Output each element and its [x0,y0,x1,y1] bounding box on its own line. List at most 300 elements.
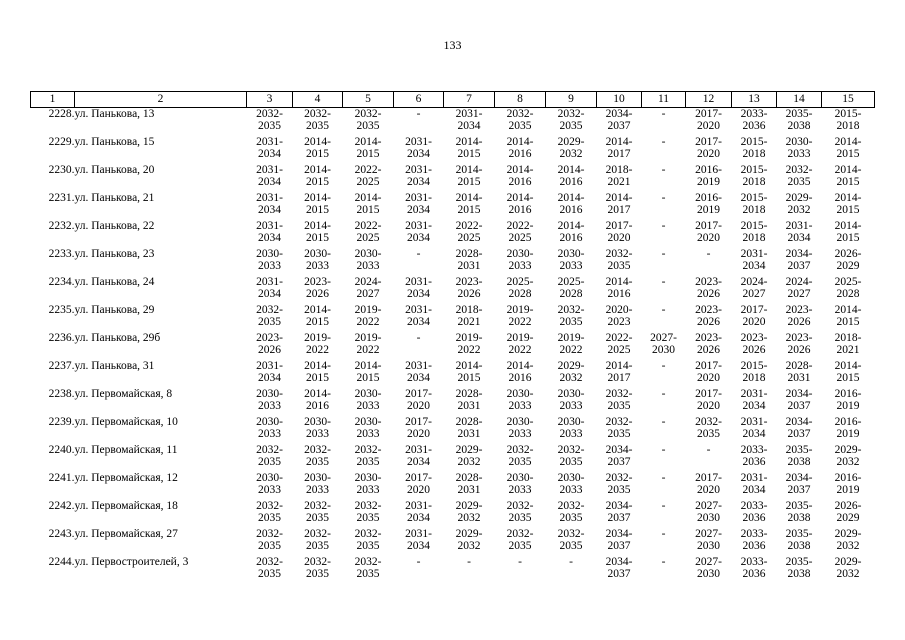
period-line: 2029- [455,500,483,512]
column-number-header [31,92,875,108]
period-line: 2022 [457,344,481,356]
period-cell [686,332,732,360]
period-cell [686,304,732,332]
period-line: 2035 [306,512,329,524]
period-line: 2016- [834,388,862,400]
period-line: 2032- [256,108,283,120]
period-cell [495,416,546,444]
period-line: 2033 [258,428,281,440]
period-cell [686,108,732,137]
period-line: 2016 [508,372,532,384]
column-header: 3 [247,92,293,108]
table-row [31,192,875,220]
period-line: 2035 [306,568,329,580]
period-cell [293,472,343,500]
period-line: 2032- [304,108,331,120]
period-cell [822,192,875,220]
period-cell [686,164,732,192]
period-cell [444,388,495,416]
period-line: 2028 [508,288,532,300]
period-cell [293,248,343,276]
period-line: 2020 [697,400,720,412]
period-line: 2016 [306,400,329,412]
period-cell [247,304,293,332]
period-line: 2020 [697,372,720,384]
period-line: 2030- [256,388,283,400]
period-line: - [518,556,522,568]
period-cell [686,192,732,220]
period-cell [686,360,732,388]
period-cell [444,276,495,304]
period-line: 2014- [354,360,382,372]
period-line: 2032- [605,388,633,400]
period-cell [642,360,686,388]
period-line: 2028- [785,360,813,372]
period-line: 2032- [557,500,585,512]
table-row [31,388,875,416]
period-line: 2015 [457,176,481,188]
period-cell [394,360,444,388]
period-line: 2022 [356,316,380,328]
period-cell [293,304,343,332]
row-number: 2235. [48,304,75,316]
period-cell [394,276,444,304]
period-cell [546,276,597,304]
period-cell [642,500,686,528]
period-line: 2030- [506,388,534,400]
period-line: 2031 [457,260,481,272]
period-line: 2037 [607,512,631,524]
period-line: 2028 [836,288,860,300]
period-line: 2032- [256,528,283,540]
row-number: 2231. [48,192,75,204]
schedule-table [30,91,875,584]
period-cell [777,388,822,416]
period-line: 2023- [455,276,483,288]
period-line: 2026 [697,288,720,300]
period-line: 2024- [740,276,768,288]
period-line: 2018 [742,204,766,216]
period-line: 2019- [506,304,534,316]
period-line: 2030 [697,540,720,552]
period-line: 2033 [258,260,281,272]
period-line: 2014- [455,136,483,148]
period-line: 2035 [356,120,380,132]
table-row [31,528,875,556]
period-line: 2036 [742,120,766,132]
period-cell [822,276,875,304]
period-line: 2031- [256,136,283,148]
period-line: 2035 [356,540,380,552]
period-line: 2038 [787,512,811,524]
period-cell [822,304,875,332]
address-cell: ул. Панькова, 29 [74,304,155,316]
period-cell [343,444,394,472]
period-cell [247,164,293,192]
period-line: 2033 [787,148,811,160]
period-line: 2038 [787,120,811,132]
period-cell [597,416,642,444]
period-cell [495,304,546,332]
period-cell [686,276,732,304]
period-line: 2035 [258,568,281,580]
period-cell [343,108,394,137]
period-line: 2018 [742,148,766,160]
period-cell [732,304,777,332]
period-line: 2018 [742,372,766,384]
period-line: 2032- [354,444,382,456]
period-cell [777,416,822,444]
period-line: 2034- [605,528,633,540]
period-line: 2019 [836,484,860,496]
period-cell [777,472,822,500]
period-line: 2015 [836,232,860,244]
period-cell [822,556,875,584]
period-line: 2034 [407,148,430,160]
period-line: 2028 [559,288,583,300]
period-cell [293,276,343,304]
period-line: 2036 [742,456,766,468]
period-cell [822,388,875,416]
period-line: 2020 [607,232,631,244]
period-cell [247,556,293,584]
period-line: 2030- [256,416,283,428]
period-line: - [416,556,421,568]
period-cell [642,108,686,137]
period-cell [732,500,777,528]
period-line: 2033 [356,400,380,412]
period-line: 2015 [306,204,329,216]
period-cell [343,332,394,360]
period-line: 2034 [258,288,281,300]
period-line: 2031 [457,400,481,412]
period-line: 2014- [605,360,633,372]
period-line: 2014- [455,360,483,372]
address-cell: ул. Панькова, 31 [74,360,155,372]
period-cell [732,416,777,444]
period-cell [495,332,546,360]
period-cell [444,416,495,444]
period-line: 2032 [836,540,860,552]
period-line: - [661,416,666,428]
period-line: 2017 [607,204,631,216]
period-line: 2029- [455,528,483,540]
period-cell [444,304,495,332]
period-cell [546,220,597,248]
period-line: 2034 [258,148,281,160]
period-line: - [706,444,711,456]
period-line: 2034 [742,260,766,272]
period-line: - [661,108,666,120]
period-line: 2022 [559,344,583,356]
period-line: 2035- [785,500,813,512]
period-cell [686,500,732,528]
period-line: 2032- [304,444,331,456]
period-line: 2028- [455,416,483,428]
period-line: 2035 [258,120,281,132]
period-line: - [416,108,421,120]
period-cell [777,304,822,332]
period-line: 2031- [405,276,432,288]
period-line: 2014- [506,164,534,176]
period-cell [597,332,642,360]
period-line: - [661,360,666,372]
period-line: 2019- [506,332,534,344]
period-cell [732,332,777,360]
period-line: 2017 [607,148,631,160]
period-line: 2014- [304,164,331,176]
period-line: 2014- [834,360,862,372]
period-line: 2022- [605,332,633,344]
table-row [31,360,875,388]
period-line: 2025 [508,232,532,244]
period-line: 2035 [559,316,583,328]
period-line: 2032- [785,164,813,176]
period-line: 2014- [557,164,585,176]
row-number: 2238. [48,388,75,400]
period-line: 2022 [356,344,380,356]
period-line: 2022- [455,220,483,232]
period-line: 2026 [787,344,811,356]
period-line: 2031- [785,220,813,232]
period-cell [546,472,597,500]
period-line: 2018- [605,164,633,176]
period-cell [293,108,343,137]
period-cell [777,136,822,164]
period-cell [642,444,686,472]
period-line: 2033 [356,484,380,496]
period-line: 2015- [740,136,768,148]
period-line: - [661,528,666,540]
column-header: 8 [495,92,546,108]
period-cell [495,528,546,556]
column-header: 1 [31,92,75,108]
period-cell [495,248,546,276]
period-line: 2014- [506,136,534,148]
period-cell [495,444,546,472]
period-cell [546,332,597,360]
period-line: 2018- [455,304,483,316]
period-line: 2025- [557,276,585,288]
period-line: 2035 [607,400,631,412]
period-cell [546,556,597,584]
period-line: 2033- [740,556,768,568]
row-number: 2237. [48,360,75,372]
period-cell [293,164,343,192]
period-cell [597,220,642,248]
period-cell [777,500,822,528]
period-cell [822,108,875,137]
period-line: 2027 [787,288,811,300]
period-line: - [661,276,666,288]
period-line: 2034 [407,232,430,244]
period-cell [343,360,394,388]
period-line: 2032 [787,204,811,216]
period-cell [777,444,822,472]
period-line: 2016- [695,164,722,176]
period-line: 2034 [258,204,281,216]
period-line: 2015 [356,372,380,384]
period-line: 2035- [785,556,813,568]
period-line: 2030- [557,388,585,400]
period-cell [642,472,686,500]
period-line: 2029- [834,528,862,540]
period-line: 2034 [457,120,481,132]
period-line: 2025- [834,276,862,288]
period-line: 2037 [787,260,811,272]
column-header: 7 [444,92,495,108]
period-line: 2031- [405,192,432,204]
period-line: 2029- [557,136,585,148]
period-line: 2030- [304,416,331,428]
period-line: 2017- [405,472,432,484]
period-cell [686,248,732,276]
period-cell [642,136,686,164]
period-cell [546,416,597,444]
column-header: 9 [546,92,597,108]
period-line: 2033 [356,428,380,440]
period-line: 2023- [785,332,813,344]
period-line: 2032- [506,108,534,120]
period-cell [642,304,686,332]
period-cell [732,136,777,164]
period-line: 2032- [354,528,382,540]
period-line: 2016 [559,232,583,244]
period-line: 2037 [607,120,631,132]
period-line: 2034 [258,232,281,244]
period-cell [394,192,444,220]
period-line: 2014- [354,192,382,204]
period-cell [597,556,642,584]
period-line: 2025 [356,176,380,188]
period-line: 2033 [306,260,329,272]
period-line: 2023 [607,316,631,328]
period-line: 2017- [695,472,722,484]
period-line: 2014- [304,304,331,316]
table-row [31,500,875,528]
period-cell [686,528,732,556]
period-line: 2031- [405,444,432,456]
period-cell [597,164,642,192]
period-line: 2015 [836,148,860,160]
period-line: 2031- [256,220,283,232]
period-cell [777,192,822,220]
period-cell [247,192,293,220]
period-cell [546,108,597,137]
period-cell [343,164,394,192]
period-line: 2032 [836,456,860,468]
period-cell [777,276,822,304]
period-line: 2025 [356,232,380,244]
period-cell [642,192,686,220]
period-line: 2030- [304,248,331,260]
period-line: 2015 [356,148,380,160]
period-line: 2033 [559,400,583,412]
period-cell [247,472,293,500]
period-cell [444,108,495,137]
row-number: 2234. [48,276,75,288]
period-line: 2026 [787,316,811,328]
period-cell [444,528,495,556]
period-line: 2014- [455,192,483,204]
period-cell [495,108,546,137]
address-cell: ул. Панькова, 24 [74,276,155,288]
period-cell [822,136,875,164]
address-cell: ул. Первомайская, 11 [74,444,178,456]
period-line: 2035 [607,484,631,496]
period-line: 2015- [740,192,768,204]
period-line: 2028- [455,248,483,260]
period-line: 2015 [356,204,380,216]
period-cell [495,220,546,248]
period-cell [343,556,394,584]
column-header: 12 [686,92,732,108]
period-line: 2034 [407,204,430,216]
period-cell [247,332,293,360]
period-line: 2030- [557,472,585,484]
period-cell [343,248,394,276]
period-cell [597,108,642,137]
period-line: 2022 [508,344,532,356]
period-line: 2033 [306,484,329,496]
period-cell [597,472,642,500]
period-line: 2014- [834,136,862,148]
column-header: 13 [732,92,777,108]
period-line: 2032 [559,372,583,384]
period-line: 2030 [697,512,720,524]
period-line: 2035 [258,456,281,468]
period-cell [732,164,777,192]
period-cell [546,248,597,276]
period-line: 2014- [834,164,862,176]
period-line: 2026- [834,248,862,260]
period-line: 2032- [354,556,382,568]
period-line: 2034- [785,472,813,484]
period-line: 2034- [605,556,633,568]
address-cell: ул. Первомайская, 10 [74,416,178,428]
period-cell [686,136,732,164]
period-line: 2020 [697,484,720,496]
address-cell: ул. Первомайская, 18 [74,500,178,512]
period-line: 2029- [557,360,585,372]
period-line: 2014- [557,220,585,232]
period-cell [546,444,597,472]
period-line: 2037 [787,484,811,496]
period-line: 2015 [306,316,329,328]
table-row [31,164,875,192]
period-line: 2035 [306,540,329,552]
period-line: 2032- [256,500,283,512]
period-line: 2032- [557,444,585,456]
period-line: 2030- [506,416,534,428]
period-line: 2037 [607,456,631,468]
period-cell [686,472,732,500]
period-line: 2034- [785,388,813,400]
table-row [31,472,875,500]
period-line: 2015- [740,164,768,176]
period-line: 2014- [304,360,331,372]
period-line: 2035 [258,512,281,524]
period-cell [777,108,822,137]
period-line: 2029- [785,192,813,204]
period-line: 2020 [697,148,720,160]
period-line: 2033 [258,484,281,496]
period-line: 2033 [508,484,532,496]
period-line: 2032- [256,444,283,456]
period-line: 2032- [506,528,534,540]
period-cell [642,164,686,192]
period-cell [394,556,444,584]
